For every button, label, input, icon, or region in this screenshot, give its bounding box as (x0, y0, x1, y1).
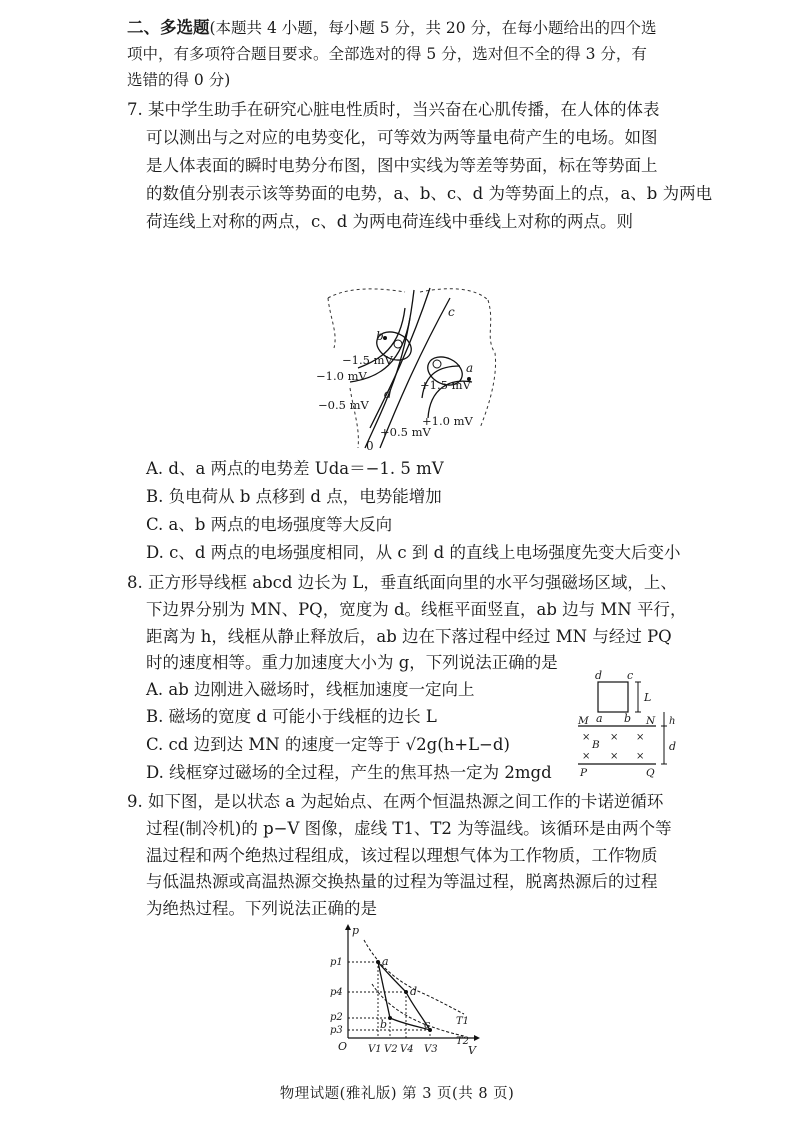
q9-tick-p1: p1 (330, 957, 343, 968)
q9-line2: 过程(制冷机)的 p−V 图像，虚线 T1、T2 为等温线。该循环是由两个等 (146, 819, 672, 838)
q9-tick-V4: V4 (400, 1044, 414, 1055)
q7-label-p15: +1.5 mV (420, 378, 471, 392)
q9-line3: 温过程和两个绝热过程组成，该过程以理想气体为工作物质，工作物质 (146, 846, 658, 865)
q8-option-c: C. cd 边到达 MN 的速度一定等于 √2g(h+L−d) (146, 735, 510, 754)
q7-line2: 可以测出与之对应的电势变化，可等效为两等量电荷产生的电场。如图 (146, 128, 658, 147)
section-header (127, 18, 657, 38)
q9-tick-p3: p3 (330, 1025, 343, 1036)
q9-pv-figure (328, 922, 480, 1070)
q8-field-x: × (636, 751, 645, 762)
q7-potential-figure (310, 278, 510, 458)
section-note-line3: 选错的得 0 分) (127, 71, 231, 89)
q9-line1: 9. 如下图，是以状态 a 为起始点、在两个恒温热源之间工作的卡诺逆循环 (127, 792, 664, 811)
q7-option-a: A. d、a 两点的电势差 Uda＝−1. 5 mV (146, 459, 444, 478)
q7-label-p10: +1.0 mV (422, 414, 473, 428)
q7-option-c: C. a、b 两点的电场强度等大反向 (146, 515, 393, 534)
q7-option-d: D. c、d 两点的电场强度相同，从 c 到 d 的直线上电场强度先变大后变小 (146, 543, 681, 562)
q8-option-d: D. 线框穿过磁场的全过程，产生的焦耳热一定为 2mgd (146, 763, 552, 782)
q8-label-Q: Q (646, 767, 655, 779)
q8-label-width-d: d (669, 740, 677, 753)
q9-point-a: a (382, 955, 389, 968)
page-footer: 物理试题(雅礼版) 第 3 页(共 8 页) (279, 1086, 515, 1102)
section-title: 二、多选题 (127, 18, 210, 37)
q7-line3: 是人体表面的瞬时电势分布图，图中实线为等差等势面，标在等势面上 (146, 156, 658, 175)
q9-tick-V1: V1 (368, 1044, 382, 1055)
q8-field-x: × (636, 732, 645, 743)
q9-tick-p2: p2 (330, 1012, 343, 1023)
q8-option-b: B. 磁场的宽度 d 可能小于线框的边长 L (146, 707, 437, 726)
q8-line3: 距离为 h，线框从静止释放后，ab 边在下落过程中经过 MN 与经过 PQ (146, 627, 672, 646)
q8-line4: 时的速度相等。重力加速度大小为 g，下列说法正确的是 (146, 653, 558, 672)
q9-point-d: d (410, 985, 418, 998)
q9-line5: 为绝热过程。下列说法正确的是 (146, 899, 377, 918)
q9-isotherm-T2: T2 (456, 1036, 470, 1047)
q8-field-x: × (610, 732, 619, 743)
section-note-line1: (本题共 4 小题，每小题 5 分，共 20 分，在每小题给出的四个选 (209, 19, 657, 37)
q7-label-zero: 0 (366, 439, 374, 453)
q9-axis-p: p (352, 924, 360, 937)
q8-field-x: × (582, 751, 591, 762)
q9-point-b: b (380, 1018, 388, 1031)
q7-label-d: d (384, 387, 392, 401)
q8-label-P: P (580, 767, 588, 779)
q7-label-m10: −1.0 mV (316, 369, 367, 383)
q8-line2: 下边界分别为 MN、PQ，宽度为 d。线框平面竖直，ab 边与 MN 平行， (146, 600, 687, 619)
q7-label-a: a (466, 361, 474, 375)
q7-line1: 7. 某中学生助手在研究心脏电性质时，当兴奋在心肌传播，在人体的体表 (127, 100, 660, 119)
q9-tick-p4: p4 (330, 987, 343, 998)
q7-label-b: b (376, 329, 384, 343)
q8-label-M: M (578, 715, 589, 727)
q7-line5: 荷连线上对称的两点，c、d 为两电荷连线中垂线上对称的两点。则 (146, 212, 634, 231)
q8-label-c: c (627, 669, 634, 682)
q7-label-m05: −0.5 mV (318, 398, 369, 412)
q8-option-a: A. ab 边刚进入磁场时，线框加速度一定向上 (146, 680, 475, 699)
q8-label-a: a (596, 712, 603, 725)
q9-tick-V3: V3 (424, 1044, 438, 1055)
q8-field-x: × (610, 751, 619, 762)
q7-label-c: c (448, 305, 455, 319)
q9-isotherm-T1: T1 (456, 1016, 470, 1027)
q9-axis-V: V (468, 1044, 476, 1057)
q8-label-N: N (646, 715, 656, 727)
q9-point-c: c (424, 1018, 431, 1031)
q7-line4: 的数值分别表示该等势面的电势，a、b、c、d 为等势面上的点，a、b 为两电 (146, 184, 713, 203)
q9-line4: 与低温热源或高温热源交换热量的过程为等温过程，脱离热源后的过程 (146, 872, 658, 891)
q8-label-L: L (644, 691, 652, 704)
q8-label-b: b (624, 712, 632, 725)
q8-label-d: d (595, 669, 603, 682)
q7-option-b: B. 负电荷从 b 点移到 d 点，电势能增加 (146, 487, 442, 506)
q8-field-x: × (582, 732, 591, 743)
q7-label-m15: −1.5 mV (342, 353, 393, 367)
q8-label-h: h (669, 716, 676, 727)
section-note-line2: 项中，有多项符合题目要求。全部选对的得 5 分，选对但不全的得 3 分，有 (127, 45, 647, 63)
q8-label-B: B (592, 739, 600, 751)
q8-magnet-figure (572, 668, 690, 780)
q9-origin-O: O (338, 1040, 348, 1053)
q7-label-p05: +0.5 mV (380, 425, 431, 439)
q8-line1: 8. 正方形导线框 abcd 边长为 L，垂直纸面向里的水平匀强磁场区域，上、 (127, 573, 677, 592)
q9-tick-V2: V2 (384, 1044, 398, 1055)
